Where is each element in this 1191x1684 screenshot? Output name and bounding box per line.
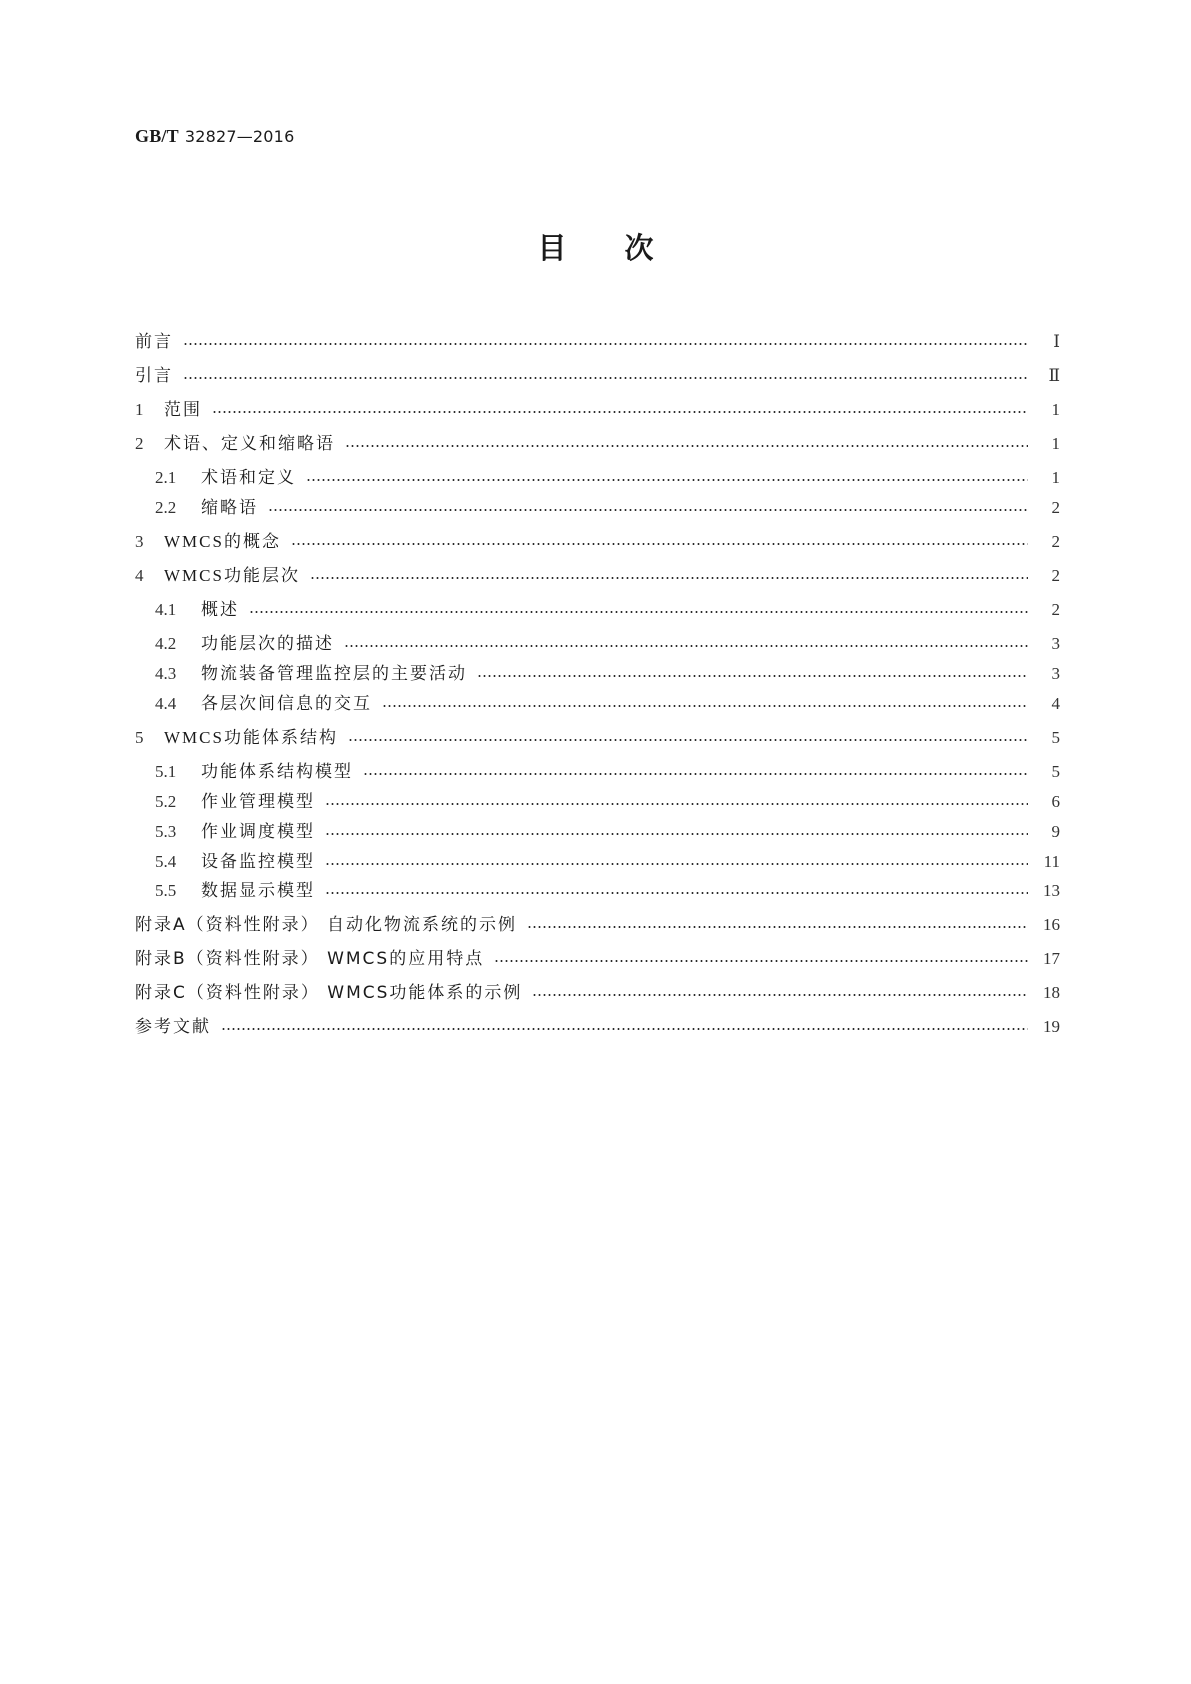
toc-entry-number: 4: [135, 566, 144, 585]
toc-entry-number: 5.3: [155, 822, 177, 841]
toc-entry-number: 5.5: [155, 881, 177, 900]
toc-entry-label: WMCS功能体系结构: [164, 728, 338, 747]
toc-entry-page: 13: [1043, 881, 1060, 900]
toc-entry-label: 范围: [164, 400, 202, 420]
toc-entry-number: 5: [135, 728, 144, 747]
toc-entry-label: WMCS功能层次: [164, 566, 300, 585]
dot-leader: [363, 773, 1028, 775]
standard-prefix: GB/T: [135, 126, 179, 146]
toc-entry-number: 5.2: [155, 792, 177, 811]
dot-leader: [477, 675, 1028, 677]
toc-entry-page: 1: [1051, 468, 1060, 487]
toc-entry-page: 3: [1051, 634, 1060, 653]
toc-entry-label: 术语和定义: [201, 468, 296, 488]
toc-entry-number: 1: [135, 400, 144, 419]
toc-entry-page: 6: [1051, 792, 1060, 811]
toc-entry-page: 4: [1051, 694, 1060, 713]
toc-entry-page: 9: [1051, 822, 1060, 841]
toc-entry-label: 作业管理模型: [201, 792, 315, 812]
toc-entry-number: 2.1: [155, 468, 177, 487]
toc-entry-4-3[interactable]: [155, 659, 1060, 689]
toc-entry-label: 术语、定义和缩略语: [164, 434, 335, 454]
toc-entry-number: 5.4: [155, 852, 177, 871]
toc-entry-number: 2.2: [155, 498, 177, 517]
toc-entry-page: 17: [1043, 949, 1060, 968]
toc-entry-page: Ⅱ: [1048, 366, 1060, 385]
dot-leader: [183, 343, 1028, 345]
dot-leader: [291, 543, 1028, 545]
toc-entry-4-4[interactable]: [155, 689, 1060, 719]
toc-entry-5-2[interactable]: [155, 787, 1060, 817]
toc-entry-page: 19: [1043, 1017, 1060, 1036]
toc-entry-label: 附录A（资料性附录） 自动化物流系统的示例: [135, 915, 518, 935]
toc-entry-4[interactable]: [135, 561, 1060, 591]
page-title: 目次: [537, 231, 712, 265]
standard-code: [135, 126, 294, 147]
toc-entry-introduction[interactable]: [135, 361, 1060, 391]
toc-entry-page: 1: [1051, 434, 1060, 453]
toc-entry-2-2[interactable]: [155, 493, 1060, 523]
toc-entry-page: 2: [1051, 566, 1060, 585]
toc-entry-number: 3: [135, 532, 144, 551]
toc-entry-page: 2: [1051, 498, 1060, 517]
toc-entry-2[interactable]: [135, 429, 1060, 459]
toc-entry-page: 5: [1051, 728, 1060, 747]
toc-entry-page: 11: [1043, 852, 1060, 871]
dot-leader: [183, 377, 1028, 379]
toc-entry-label: WMCS的概念: [164, 532, 281, 551]
toc-entry-4-1[interactable]: [155, 595, 1060, 625]
toc-entry-page: 1: [1051, 400, 1060, 419]
dot-leader: [221, 1028, 1028, 1030]
dot-leader: [532, 994, 1028, 996]
toc-entry-label: 功能层次的描述: [201, 634, 334, 654]
dot-leader: [527, 926, 1028, 928]
toc-entry-number: 4.3: [155, 664, 177, 683]
toc-entry-page: 5: [1051, 762, 1060, 781]
toc-entry-label: 设备监控模型: [201, 852, 315, 872]
toc-entry-page: 2: [1051, 532, 1060, 551]
dot-leader: [325, 892, 1028, 894]
toc-entry-label: 概述: [201, 600, 239, 620]
toc-entry-number: 4.1: [155, 600, 177, 619]
toc-entry-page: 16: [1043, 915, 1060, 934]
toc-entry-5-1[interactable]: [155, 757, 1060, 787]
dot-leader: [494, 960, 1028, 962]
toc-entry-annex-a[interactable]: [135, 910, 1060, 940]
dot-leader: [325, 833, 1028, 835]
toc-entry-1[interactable]: [135, 395, 1060, 425]
toc-entry-label: 附录B（资料性附录） WMCS的应用特点: [135, 949, 485, 969]
toc-entry-label: 参考文献: [135, 1017, 211, 1037]
toc-entry-label: 物流装备管理监控层的主要活动: [201, 664, 467, 684]
dot-leader: [348, 739, 1028, 741]
toc-entry-5[interactable]: [135, 723, 1060, 753]
toc-entry-5-4[interactable]: [155, 847, 1060, 877]
toc-entry-3[interactable]: [135, 527, 1060, 557]
dot-leader: [268, 509, 1028, 511]
toc-entry-number: 4.4: [155, 694, 177, 713]
dot-leader: [345, 445, 1028, 447]
toc-entry-label: 缩略语: [201, 498, 258, 518]
toc-entry-label: 功能体系结构模型: [201, 762, 353, 782]
dot-leader: [382, 705, 1028, 707]
toc-entry-5-5[interactable]: [155, 876, 1060, 906]
toc-entry-4-2[interactable]: [155, 629, 1060, 659]
toc-entry-number: 4.2: [155, 634, 177, 653]
toc-entry-page: 3: [1051, 664, 1060, 683]
dot-leader: [306, 479, 1028, 481]
toc-entry-annex-c[interactable]: [135, 978, 1060, 1008]
toc-entry-page: Ⅰ: [1053, 332, 1060, 351]
toc-entry-page: 18: [1043, 983, 1060, 1002]
toc-entry-annex-b[interactable]: [135, 944, 1060, 974]
toc-entry-page: 2: [1051, 600, 1060, 619]
toc-entry-number: 2: [135, 434, 144, 453]
dot-leader: [325, 803, 1028, 805]
toc-entry-label: 引言: [135, 366, 173, 386]
toc-entry-label: 前言: [135, 332, 173, 352]
toc-entry-foreword[interactable]: [135, 327, 1060, 357]
dot-leader: [212, 411, 1028, 413]
dot-leader: [249, 611, 1028, 613]
toc-entry-label: 各层次间信息的交互: [201, 694, 372, 714]
toc-entry-number: 5.1: [155, 762, 177, 781]
toc-entry-label: 作业调度模型: [201, 822, 315, 842]
dot-leader: [325, 863, 1028, 865]
toc-entry-label: 数据显示模型: [201, 881, 315, 901]
dot-leader: [344, 645, 1028, 647]
dot-leader: [310, 577, 1028, 579]
toc-entry-2-1[interactable]: [155, 463, 1060, 493]
toc-entry-5-3[interactable]: [155, 817, 1060, 847]
standard-number: 32827—2016: [184, 127, 295, 146]
toc-entry-bibliography[interactable]: [135, 1012, 1060, 1042]
toc-entry-label: 附录C（资料性附录） WMCS功能体系的示例: [135, 983, 523, 1003]
